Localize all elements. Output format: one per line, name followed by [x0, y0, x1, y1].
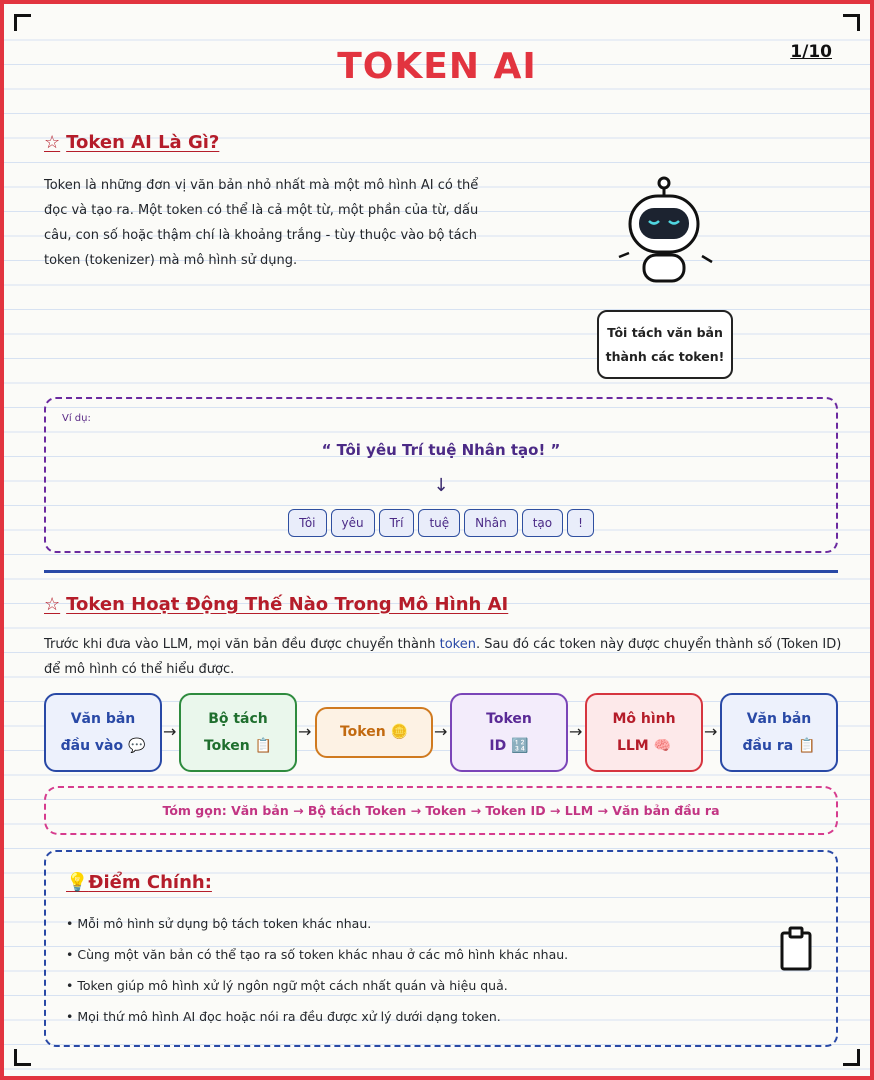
- robot-icon: [612, 172, 722, 287]
- flow-step-label: Mô hình: [612, 710, 676, 727]
- flow-step-label: đầu ra 📋: [742, 737, 816, 754]
- star-icon: ☆: [44, 132, 61, 153]
- right-arrow-icon: →: [704, 722, 718, 741]
- list-item: • Mỗi mô hình sử dụng bộ tách token khác nhau.: [66, 908, 568, 939]
- list-item: • Cùng một văn bản có thể tạo ra số token khác nhau ở các mô hình khác nhau.: [66, 939, 568, 970]
- flow-step-label: LLM 🧠: [616, 737, 672, 754]
- page-number: 1/10: [790, 42, 832, 62]
- section-heading-what-is-token: [44, 132, 219, 153]
- token-chip: tạo: [522, 509, 563, 537]
- token-chip: Trí: [379, 509, 415, 537]
- key-points-list: [66, 908, 568, 1032]
- summary-text: Văn bản → Bộ tách Token → Token → Token ID → LLM → Văn bản đầu ra: [226, 803, 720, 818]
- key-points-heading-text: Điểm Chính:: [88, 872, 212, 893]
- key-points-heading: [66, 872, 212, 893]
- section-heading-text: Token Hoạt Động Thế Nào Trong Mô Hình AI: [66, 594, 509, 615]
- flow-step-label: Văn bản: [70, 710, 136, 727]
- flow-step-label: Bộ tách: [208, 710, 268, 727]
- flow-step-output-text: [720, 693, 838, 772]
- example-quote: “ Tôi yêu Trí tuệ Nhân tạo! ”: [321, 441, 561, 459]
- corner-mark: [14, 14, 31, 31]
- summary-box: [44, 786, 838, 835]
- down-arrow-icon: ↓: [433, 475, 449, 496]
- list-item: • Token giúp mô hình xử lý ngôn ngữ một cách nhất quán và hiệu quả.: [66, 970, 568, 1001]
- flow-step-label: Token 🪙: [339, 724, 408, 740]
- flow-step-token: [315, 707, 433, 758]
- flow-step-token-id: [450, 693, 568, 772]
- intro-paragraph: Token là những đơn vị văn bản nhỏ nhất mà một mô hình AI có thể đọc và tạo ra. Một token có thể là cả một từ, một phần của từ, dấu câu, con số hoặc thậm chí là khoảng trắng - tùy thuộc vào bộ tách token (tokenizer) mà mô hình sử dụng.: [44, 178, 479, 268]
- token-chip: Tôi: [288, 509, 326, 537]
- flow-step-label: Token 📋: [203, 737, 272, 754]
- flow-step-label: Token: [486, 710, 532, 727]
- flow-step-label: đầu vào 💬: [60, 737, 146, 754]
- right-arrow-icon: →: [163, 722, 177, 741]
- list-item: • Mọi thứ mô hình AI đọc hoặc nói ra đều được xử lý dưới dạng token.: [66, 1001, 568, 1032]
- speech-bubble: Tôi tách văn bản thành các token!: [597, 310, 733, 379]
- clipboard-icon: [779, 926, 813, 972]
- flow-step-tokenizer: [179, 693, 297, 772]
- flow-step-label: Văn bản: [746, 710, 812, 727]
- paragraph-text: . Sau đó các token này được chuyển thành số (Token ID) để mô hình có thể hiểu được.: [44, 637, 842, 677]
- pipeline-paragraph: [44, 632, 844, 682]
- section-heading-text: Token AI Là Gì?: [66, 132, 220, 153]
- flow-step-input-text: [44, 693, 162, 772]
- page-title: TOKEN AI: [337, 46, 537, 87]
- token-chip: tuệ: [418, 509, 460, 537]
- right-arrow-icon: →: [298, 722, 312, 741]
- section-divider: [44, 570, 838, 573]
- keyword-token: token: [439, 637, 476, 652]
- example-label: Ví dụ:: [62, 413, 91, 424]
- summary-label: Tóm gọn:: [162, 803, 227, 818]
- key-points-box: [44, 850, 838, 1047]
- paragraph-text: Trước khi đưa vào LLM, mọi văn bản đều được chuyển thành: [44, 637, 440, 652]
- example-box: [44, 397, 838, 553]
- token-chip: yêu: [331, 509, 375, 537]
- section-heading-how-token-works: [44, 594, 508, 615]
- token-chip: Nhân: [464, 509, 518, 537]
- right-arrow-icon: →: [569, 722, 583, 741]
- corner-mark: [14, 1049, 31, 1066]
- lightbulb-icon: 💡: [66, 872, 89, 893]
- right-arrow-icon: →: [434, 722, 448, 741]
- token-chip: !: [567, 509, 594, 537]
- star-icon: ☆: [44, 594, 61, 615]
- flow-step-llm: [585, 693, 703, 772]
- token-list: [46, 509, 836, 537]
- flow-step-label: ID 🔢: [489, 737, 529, 754]
- corner-mark: [843, 1049, 860, 1066]
- corner-mark: [843, 14, 860, 31]
